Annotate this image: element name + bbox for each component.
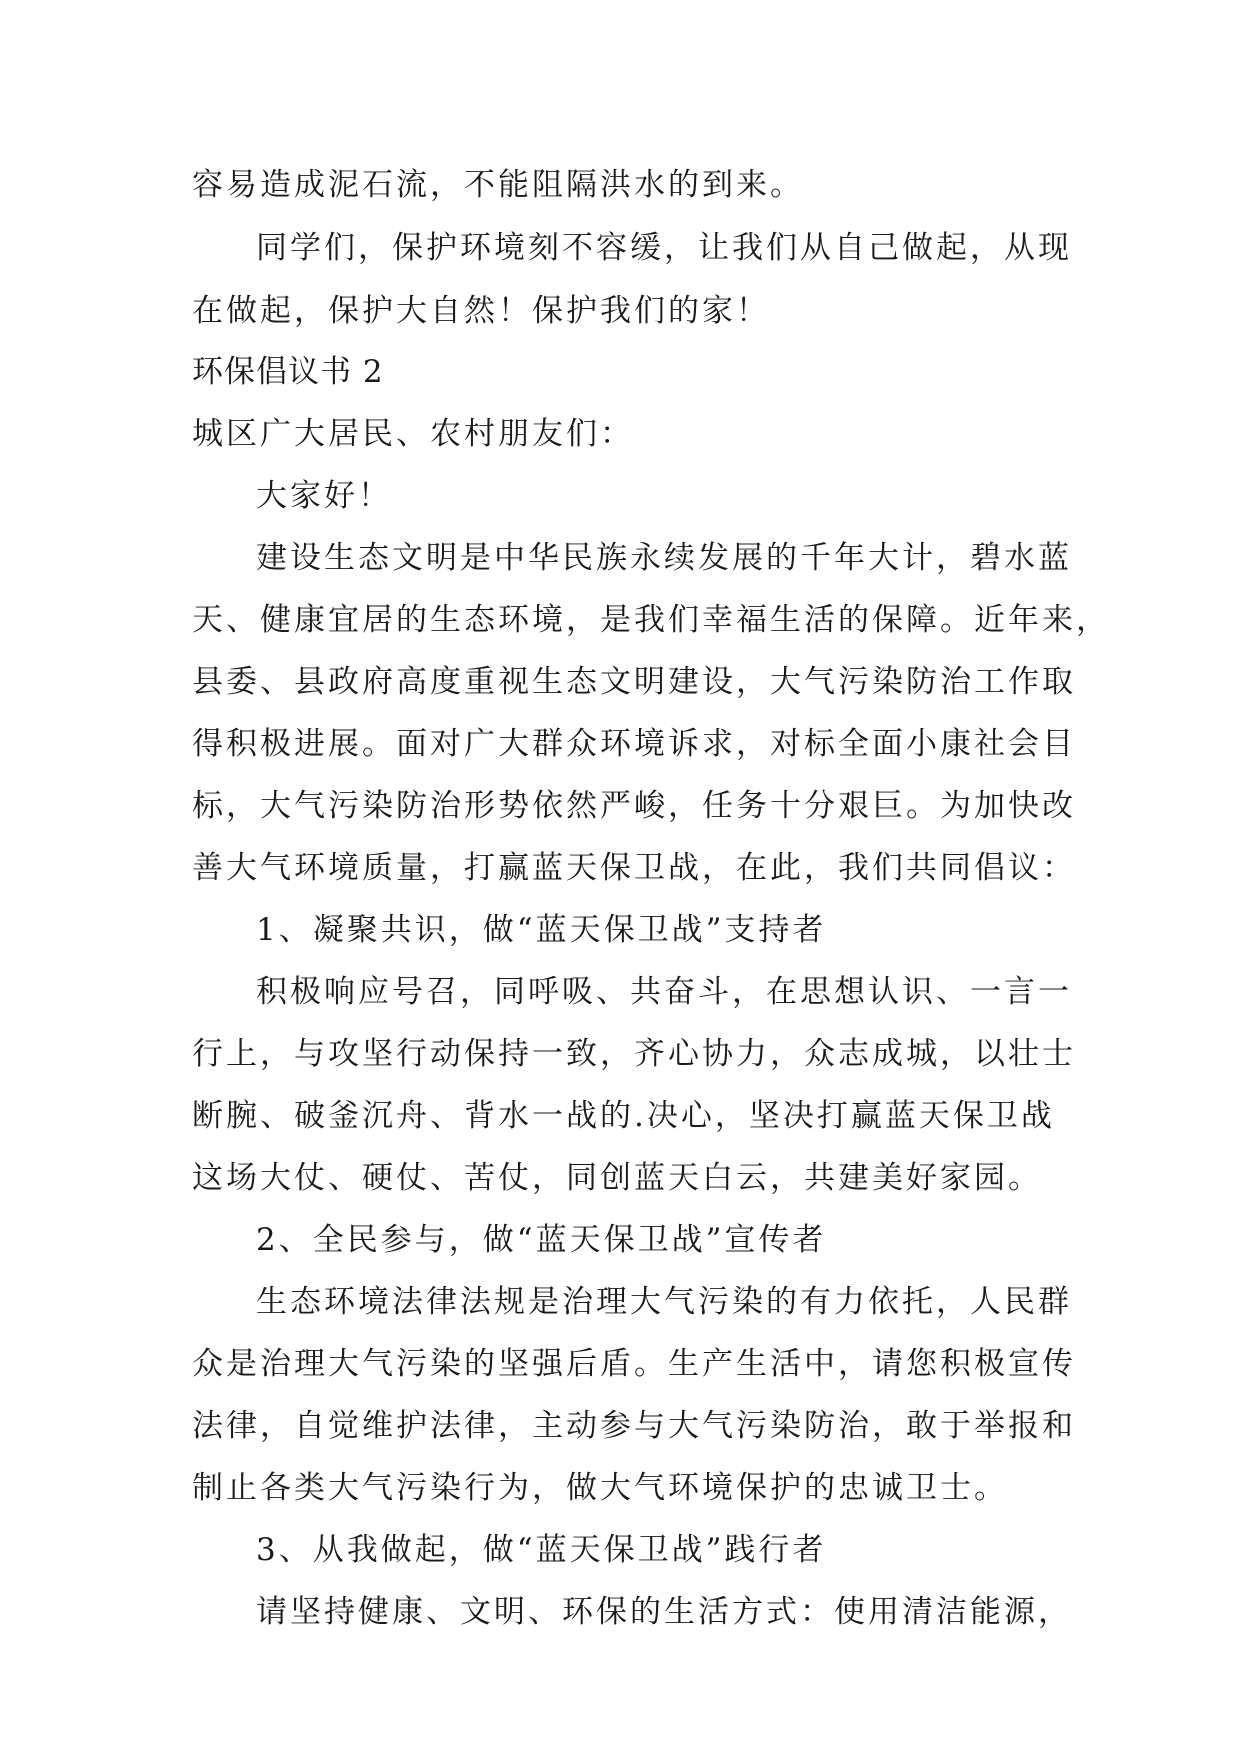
text-line: 断腕、破釜沉舟、背水一战的.决心，坚决打赢蓝天保卫战 (192, 1098, 1055, 1134)
text-line: 众是治理大气污染的坚强后盾。生产生活中，请您积极宣传 (192, 1346, 1076, 1382)
section-title: 环保倡议书 2 (192, 354, 384, 390)
text-line: 天、健康宜居的生态环境，是我们幸福生活的保障。近年来， (192, 602, 1110, 638)
text-line: 生态环境法律法规是治理大气污染的有力依托，人民群 (256, 1284, 1072, 1320)
text-line: 容易造成泥石流，不能阻隔洪水的到来。 (192, 167, 804, 203)
text-line: 行上，与攻坚行动保持一致，齐心协力，众志成城，以壮士 (192, 1036, 1076, 1072)
text-line: 在做起，保护大自然！保护我们的家！ (192, 293, 770, 329)
text-line: 制止各类大气污染行为，做大气环境保护的忠诚卫士。 (192, 1470, 1008, 1506)
text-line: 这场大仗、硬仗、苦仗，同创蓝天白云，共建美好家园。 (192, 1160, 1042, 1196)
list-heading: 1、凝聚共识，做“蓝天保卫战”支持者 (256, 912, 827, 948)
greeting: 大家好！ (256, 478, 392, 514)
text-line: 得积极进展。面对广大群众环境诉求，对标全面小康社会目 (192, 726, 1076, 762)
list-heading: 3、从我做起，做“蓝天保卫战”践行者 (256, 1532, 827, 1568)
text-line: 请坚持健康、文明、环保的生活方式：使用清洁能源， (256, 1594, 1072, 1630)
text-line: 同学们，保护环境刻不容缓，让我们从自己做起，从现 (256, 230, 1072, 266)
salutation: 城区广大居民、农村朋友们： (192, 416, 634, 452)
list-heading: 2、全民参与，做“蓝天保卫战”宣传者 (256, 1222, 827, 1258)
text-line: 标，大气污染防治形势依然严峻，任务十分艰巨。为加快改 (192, 788, 1076, 824)
text-line: 建设生态文明是中华民族永续发展的千年大计，碧水蓝 (256, 540, 1072, 576)
text-line: 积极响应号召，同呼吸、共奋斗，在思想认识、一言一 (256, 974, 1072, 1010)
text-line: 善大气环境质量，打赢蓝天保卫战，在此，我们共同倡议： (192, 850, 1076, 886)
text-line: 县委、县政府高度重视生态文明建设，大气污染防治工作取 (192, 664, 1076, 700)
text-line: 法律，自觉维护法律，主动参与大气污染防治，敢于举报和 (192, 1408, 1076, 1444)
